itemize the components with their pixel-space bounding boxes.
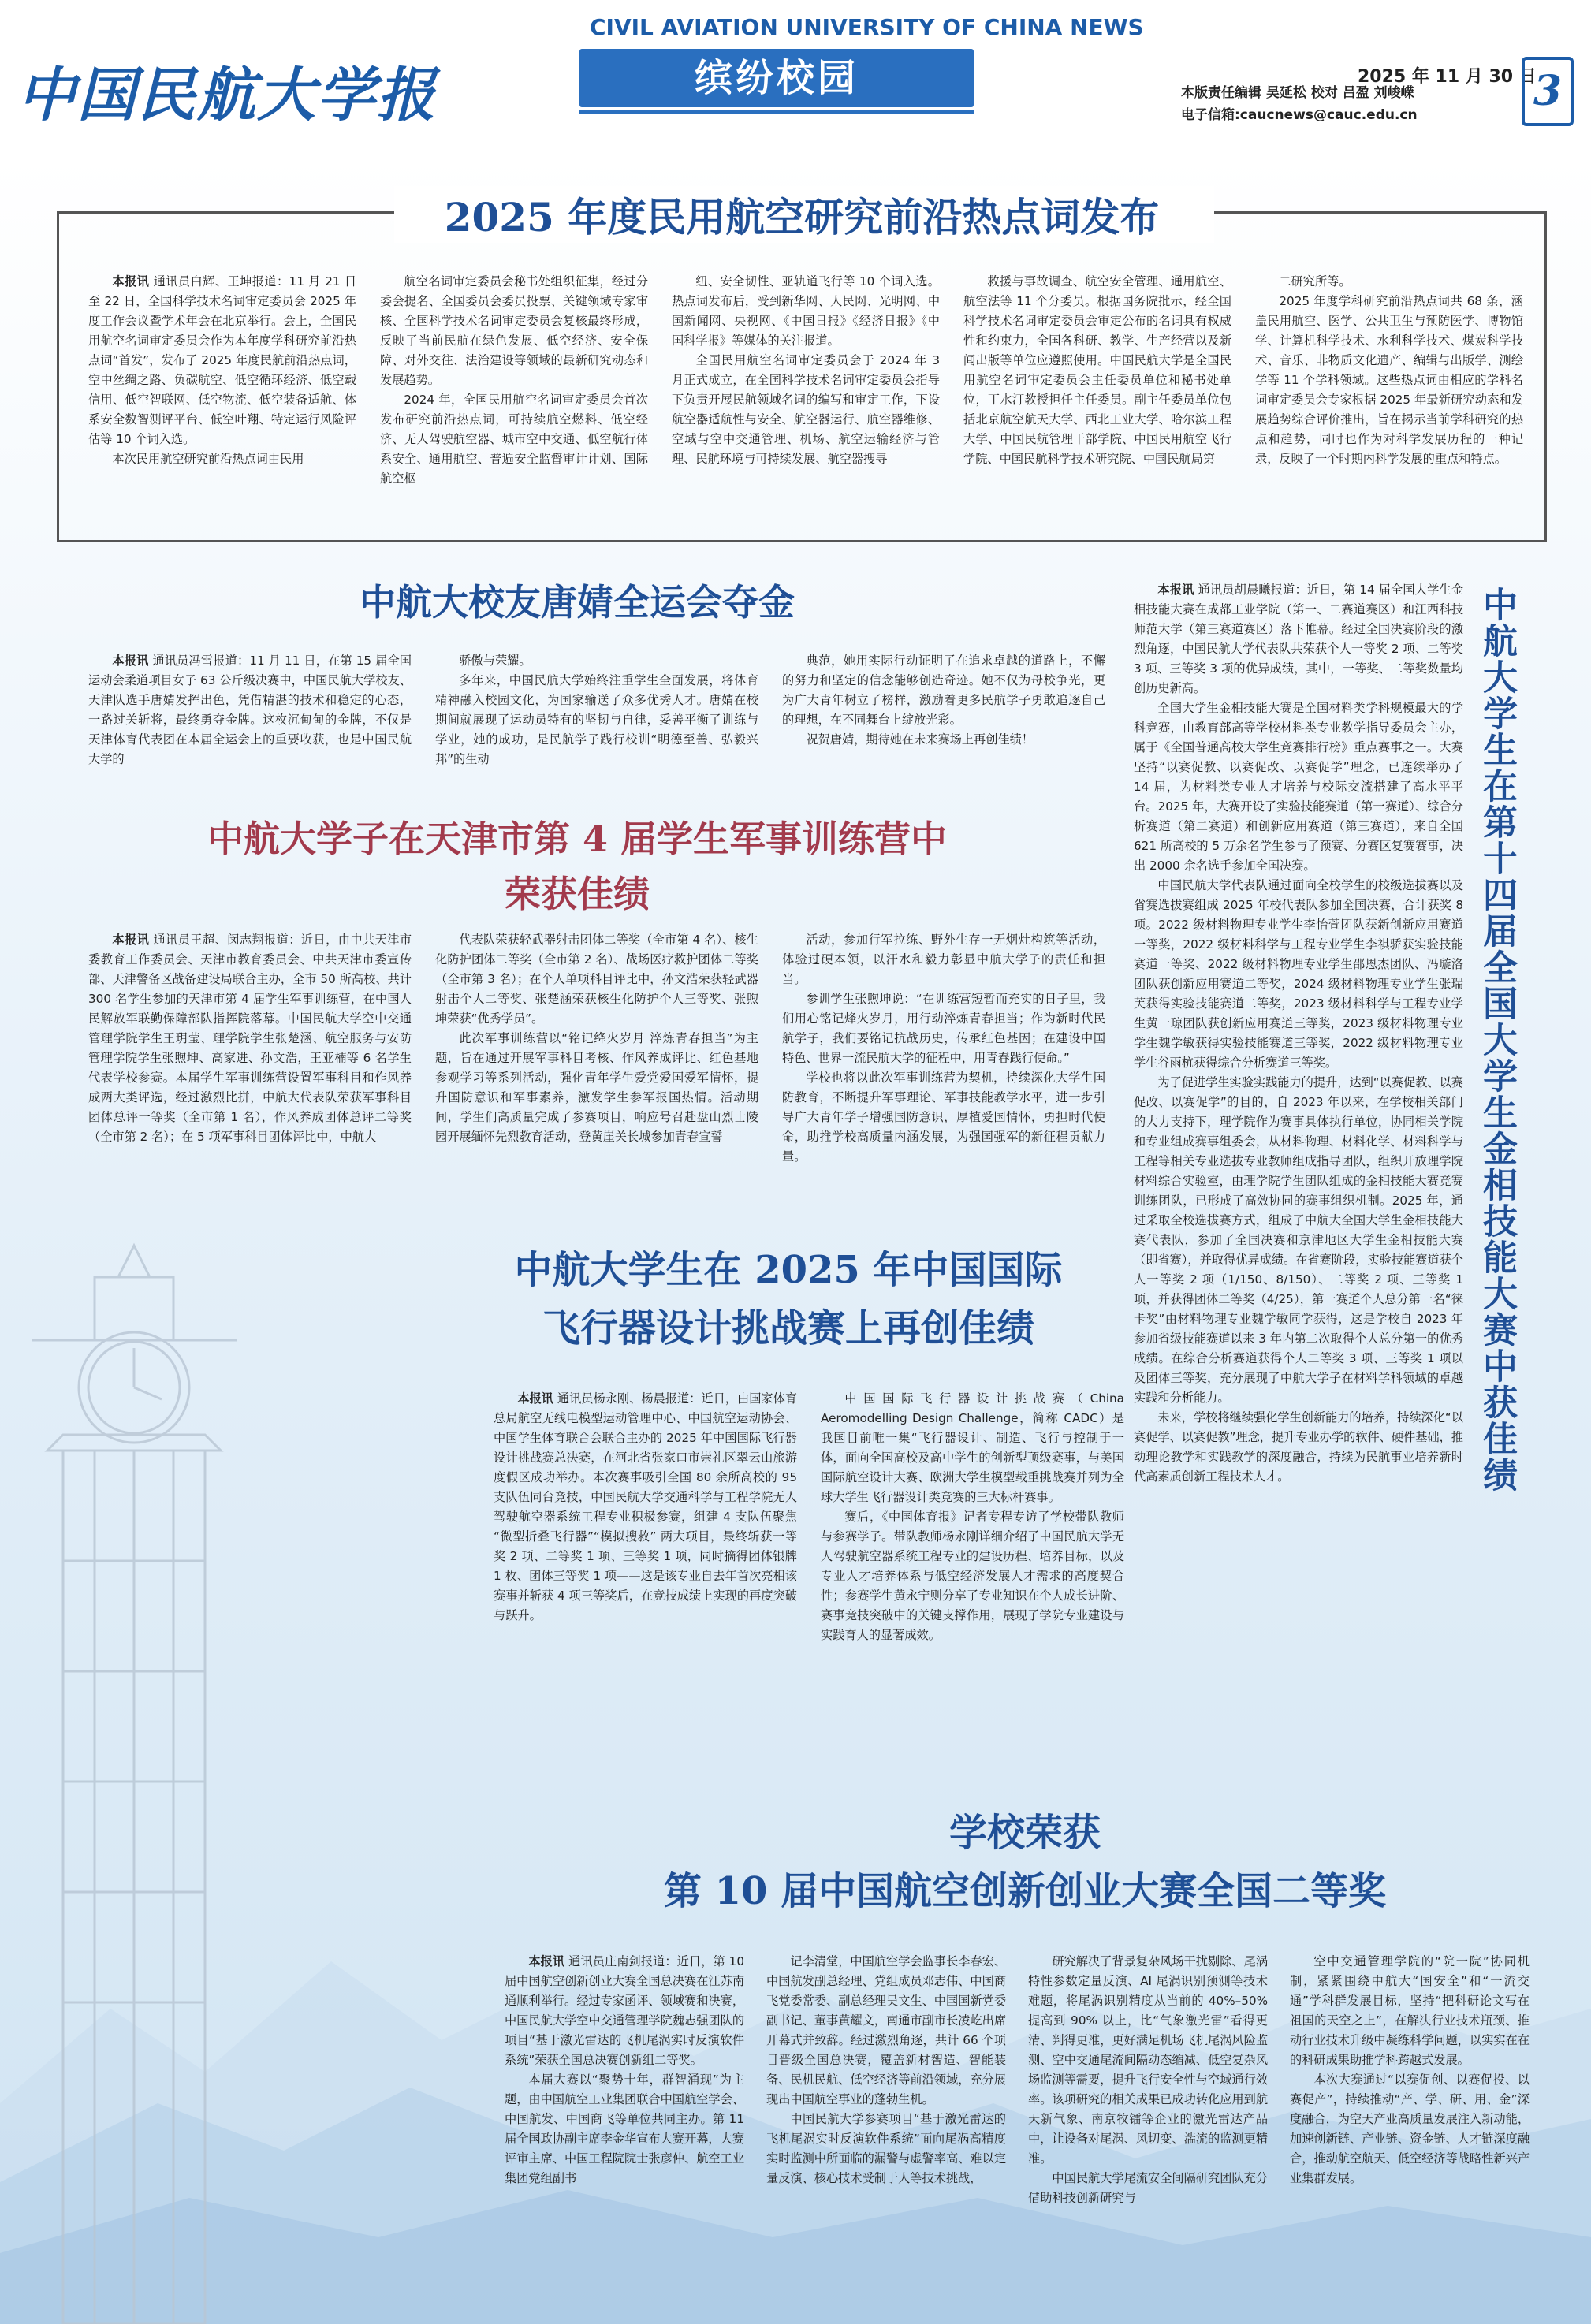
article-paragraph: 全国民用航空名词审定委员会于 2024 年 3 月正式成立，在全国科学技术名词审定委员会指导下负责开展民航领域名词的编写和审定工作，下设航空器适航性与安全、航空器运行、航空器维修、空域与空中交通管理、机场、航空运输经济与管理、民航环境与可持续发展、航空器搜寻: [672, 353, 940, 466]
article-paragraph: 活动，参加行军拉练、野外生存一无烟灶构筑等活动，体验过硬本领，以汗水和毅力彰显中航大学子的责任和担当。: [782, 933, 1105, 986]
article4-title-line2: 飞行器设计挑战赛上再创佳绩: [542, 1306, 1034, 1350]
page-number-box: [1522, 57, 1574, 126]
article-paragraph: 中国民航大学尾流安全间隔研究团队充分借助科技创新研究与: [1028, 2171, 1268, 2205]
article5-title-line2: 第 10 届中国航空创新创业大赛全国二等奖: [663, 1869, 1387, 1913]
article3-col1: [88, 930, 412, 1155]
article-paragraph: 本报讯 通讯员王超、闵志翔报道：近日，由中共天津市委教育工作委员会、天津市教育委员会、中共天津市委宣传部、天津警备区战备建设局联合主办，全市 50 所高校、共计 300 名学生参加的天津市第 4 届学生军事训练营，在中国人民解放军联勤保障部队指挥院落幕。中国民航大学空中交通管理学院学生王玥莹、理学院学生张楚涵、航空服务与安防管理学院学生张煦坤、高家进、孙文浩，王亚楠等 6 名学生代表学校参赛。本届学生军事训练营设置军事科目和作风养成两大类评选，经过激烈比拼，中航大代表队荣获军事科目团体总评一等奖（全市第 1 名），作风养成团体总评二等奖（全市第 2 名）；在 5 项军事科目团体评比中，中航大: [88, 933, 412, 1144]
article5-col3: [1028, 1952, 1268, 2267]
section-title: 缤纷校园: [694, 56, 859, 100]
article1-col1: [88, 272, 356, 528]
article1-col5: [1255, 272, 1523, 528]
article3-col3: [782, 930, 1105, 1164]
dateline: 本报讯: [112, 654, 149, 668]
article4-col1: [494, 1389, 797, 1696]
article3-title-line1: 中航大学子在天津市第 4 届学生军事训练营中: [207, 817, 948, 860]
article-paragraph: 骄傲与荣耀。: [459, 654, 531, 668]
article6-column: [1134, 580, 1463, 1723]
english-title: CIVIL AVIATION UNIVERSITY OF CHINA NEWS: [590, 14, 1144, 40]
dateline: 本报讯: [112, 933, 150, 947]
article3-columns: [88, 930, 1105, 1164]
dateline: 本报讯: [112, 274, 150, 289]
article-paragraph: 本报讯 通讯员白辉、王坤报道：11 月 21 日至 22 日，全国科学技术名词审定委员会 2025 年度工作会议暨学术年会在北京举行。会上，全国民用航空名词审定委员会作为本年度学科研究前沿热点词“首发”，发布了 2025 年度民航前沿热点词，空中丝绸之路、负碳航空、低空循环经济、低空载信用、低空智联网、低空物流、低空装备适航、体系安全数智测评平台、低空叶翔、特定运行风险评估等 10 个词入选。: [88, 274, 357, 446]
article1-title: 2025 年度民用航空研究前沿热点词发布: [444, 194, 1160, 240]
article5-title-line1: 学校荣获: [948, 1811, 1101, 1855]
article-paragraph: 代表队荣获轻武器射击团体二等奖（全市第 4 名）、核生化防护团体二等奖（全市第 2 名）、战场医疗救护团体二等奖（全市第 3 名）；在个人单项科目评比中，孙文浩荣获轻武器射击个人二等奖、张楚涵荣获核生化防护个人三等奖、张煦坤荣获“优秀学员”。: [435, 933, 758, 1026]
article4-title-line1: 中航大学生在 2025 年中国国际: [514, 1248, 1063, 1292]
article-paragraph: 本次民用航空研究前沿热点词由民用: [112, 452, 304, 466]
article-paragraph: 本报讯 通讯员冯雪报道：11 月 11 日，在第 15 届全国运动会柔道项目女子 63 公斤级决赛中，中国民航大学校友、天津队选手唐婧发挥出色，凭借精湛的技术和稳定的心态，一路过关斩将，最终勇夺金牌。这枚沉甸甸的金牌，不仅是天津体育代表团在本届全运会上的重要收获，也是中国民航大学的: [88, 654, 412, 766]
article-paragraph: 参训学生张煦坤说：“在训练营短暂而充实的日子里，我们用心铭记烽火岁月，用行动淬炼青春担当；作为新时代民航学子，我们要铭记抗战历史，传承红色基因；在建设中国特色、世界一流民航大学的征程中，用青春践行使命。”: [782, 992, 1105, 1065]
article-paragraph: 中国民航大学参赛项目“基于激光雷达的飞机尾涡实时反演软件系统”面向尾涡高精度实时监测中所面临的漏警与虚警率高、难以定量反演、核心技术受制于人等技术挑战，: [766, 2112, 1006, 2185]
article-paragraph: 中国民航大学代表队通过面向全校学生的校级选拔赛以及省赛选拔赛组成 2025 年校代表队参加全国决赛，合计获奖 8 项。2022 级材料物理专业学生李怡萱团队获新创新应用赛道一等奖，2022 级材料科学与工程专业学生李祺骄获实验技能赛道一等奖、2022 级材料物理专业学生邵恩杰团队、冯璇洛团队获创新应用赛道二等奖，2024 级材料物理专业学生张瑞芙获得实验技能赛道二等奖，2023 级材料科学与工程专业学生黄一琼团队获创新应用赛道三等奖，2023 级材料物理专业学生魏学敏获得实验技能赛道三等奖，2022 级材料物理专业学生谷雨杭获得综合分析赛道三等奖。: [1134, 878, 1463, 1070]
article-paragraph: 学校也将以此次军事训练营为契机，持续深化大学生国防教育，不断提升军事理论、军事技能教学水平，进一步引导广大青年学子增强国防意识，厚植爱国情怀，勇担时代使命，助推学校高质量内涵发展，为强国强军的新征程贡献力量。: [782, 1071, 1105, 1164]
article-paragraph: 二研究所等。: [1279, 274, 1351, 289]
article-paragraph: 全国大学生金相技能大赛是全国材料类学科规模最大的学科竞赛，由教育部高等学校材料类专业教学指导委员会主办，属于《全国普通高校大学生竞赛排行榜》重点赛事之一。大赛坚持“以赛促教、以赛促改、以赛促学”理念，已连续举办了 14 届，为材料类专业人才培养与校际交流搭建了高水平平台。2025 年，大赛开设了实验技能赛道（第一赛道）、综合分析赛道（第二赛道）和创新应用赛道（第三赛道），来自全国 621 所高校的 5 万余名学生参与了预赛、分赛区复赛赛事，决出 2000 余名选手参加全国决赛。: [1134, 701, 1463, 873]
article4-col2: [821, 1389, 1124, 1696]
article-paragraph: 研究解决了背景复杂风场干扰剔除、尾涡特性参数定量反演、AI 尾涡识别预测等技术难题，将尾涡识别精度从当前的 40%–50% 提高到 90% 以上，比“气象激光雷”看得更清、判得更准，更好满足机场飞机尾涡风险监测、空中交通尾流间隔动态缩减、低空复杂风场监测等需要，提升飞行安全性与空域通行效率。该项研究的相关成果已成功转化应用到航天新气象、南京牧镭等企业的激光雷达产品中，让设备对尾涡、风切变、湍流的监测更精准。: [1028, 1954, 1268, 2166]
article-paragraph: 本次大赛通过“以赛促创、以赛促投、以赛促产”，持续推动“产、学、研、用、金”深度融合，为空天产业高质量发展注入新动能，加速创新链、产业链、资金链、人才链深度融合，推动航空航天、低空经济等战略性新兴产业集群发展。: [1290, 2073, 1530, 2185]
article-paragraph: 记李清堂，中国航空学会监事长李春宏、中国航发副总经理、党组成员邓志伟、中国商飞党委常委、副总经理吴文生、中国国新党委副书记、董事黄耀文，南通市副市长凌屹出席开幕式并致辞。经过激烈角逐，共计 66 个项目晋级全国总决赛，覆盖新材智造、智能装备、民机民航、低空经济等前沿领域，充分展现出中国航空事业的蓬勃生机。: [766, 1954, 1006, 2106]
article1-columns: [88, 272, 1523, 528]
article1-col3: [672, 272, 940, 528]
dateline: 本报讯: [517, 1391, 554, 1406]
article6-vertical-title: 中航大学生在第十四届全国大学生金相技能大赛中获佳绩: [1477, 587, 1517, 1493]
article4-columns: [494, 1389, 1124, 1696]
article-paragraph: 救援与事故调查、航空安全管理、通用航空、航空法等 11 个分委员。根据国务院批示，经全国科学技术名词审定委员会审定公布的名词具有权威性和约束力，全国各科研、教学、生产经营以及新闻出版等单位应遵照使用。中国民航大学是全国民用航空名词审定委员会主任委员单位和秘书处单位，丁水汀教授担任主任委员。副主任委员单位包括北京航空航天大学、西北工业大学、哈尔滨工程大学、中国民航管理干部学院、中国民用航空飞行学院、中国民航科学技术研究院、中国民航局第: [963, 274, 1231, 466]
article3-title-line2: 荣获佳绩: [505, 873, 650, 915]
section-banner: [579, 49, 974, 107]
editor-line: 本版责任编辑 吴延松 校对 吕盈 刘峻嵘: [1181, 85, 1414, 101]
article5-col4: [1290, 1952, 1530, 2267]
article2-title: 中航大校友唐婧全运会夺金: [360, 581, 795, 624]
article2-col2: [435, 651, 758, 781]
section-underline: [579, 110, 974, 114]
article-paragraph: 赛后，《中国体育报》记者专程专访了学校带队教师与参赛学子。带队教师杨永刚详细介绍了中国民航大学无人驾驶航空器系统工程专业的建设历程、培养目标，以及专业人才培养体系与低空经济发展人才需求的高度契合性；参赛学生黄永宁则分享了专业知识在个人成长进阶、赛事竞技突破中的关键支撑作用，展现了学院专业建设与实践育人的显著成效。: [821, 1510, 1124, 1642]
article-paragraph: 本届大赛以“聚势十年，群智涌现”为主题，由中国航空工业集团联合中国航空学会、中国航发、中国商飞等单位共同主办。第 11 届全国政协副主席李金华宣布大赛开幕，大赛评审主席、中国工程院院士张彦仲、航空工业集团党组副书: [505, 2073, 744, 2185]
article-paragraph: 本报讯 通讯员胡晨曦报道：近日，第 14 届全国大学生金相技能大赛在成都工业学院（第一、二赛道赛区）和江西科技师范大学（第三赛道赛区）落下帷幕。经过全国决赛阶段的激烈角逐，中国民航大学代表队共荣获个人一等奖 2 项、二等奖 3 项、三等奖 3 项的优异成绩，其中，一等奖、二等奖数量均创历史新高。: [1134, 583, 1464, 695]
article-paragraph: 纽、安全韧性、亚轨道飞行等 10 个词入选。热点词发布后，受到新华网、人民网、光明网、中国新闻网、央视网、《中国日报》《经济日报》《中国科学报》等媒体的关注报道。: [672, 274, 940, 348]
page-number: 3: [1533, 67, 1563, 115]
article1-col4: [963, 272, 1231, 528]
article2-columns: [88, 651, 1105, 781]
article-paragraph: 祝贺唐婧，期待她在未来赛场上再创佳绩！: [806, 732, 1034, 747]
editor-info: [1181, 60, 1418, 126]
tower-illustration: [0, 1230, 300, 2324]
article-paragraph: 多年来，中国民航大学始终注重学生全面发展，将体育精神融入校园文化，为国家输送了众多优秀人才。唐婧在校期间就展现了运动员特有的坚韧与自律，妥善平衡了训练与学业，她的成功，是民航学子践行校训“明德至善、弘毅兴邦”的生动: [435, 673, 758, 766]
newspaper-logo: 中国民航大学报: [17, 61, 437, 129]
article3-col2: [435, 930, 758, 1155]
email-line: 电子信箱:caucnews@cauc.edu.cn: [1181, 107, 1418, 123]
article-paragraph: 此次军事训练营以“铭记绛火岁月 淬炼青春担当”为主题，旨在通过开展军事科目考核、作风养成评比、红色基地参观学习等系列活动，强化青年学生爱党爱国爱军情怀，提升国防意识和军事素养，激发学生参军报国热情。活动期间，学生们高质量完成了参赛项目，响应号召赴盘山烈士陵园开展缅怀先烈教育活动，登黄崖关长城参加青春宣誓: [435, 1031, 758, 1144]
article-paragraph: 航空名词审定委员会秘书处组织征集，经过分委会提名、全国委员会委员投票、关键领域专家审核、全国科学技术名词审定委员会复核最终形成，反映了当前民航在绿色发展、低空经济、安全保障、对外交往、法治建设等领域的最新研究动态和发展趋势。: [380, 274, 648, 387]
article2-col1: [88, 651, 412, 781]
article5-col1: [505, 1952, 744, 2267]
article-paragraph: 2024 年，全国民用航空名词审定委员会首次发布研究前沿热点词，可持续航空燃料、低空经济、无人驾驶航空器、城市空中交通、低空航行体系安全、通用航空、普遍安全监督审计计划、国际航空枢: [380, 393, 648, 486]
issue-date: 2025 年 11 月 30 日: [1358, 67, 1537, 87]
article-paragraph: 为了促进学生实验实践能力的提升，达到“以赛促教、以赛促改、以赛促学”的目的，自 2023 年以来，在学校相关部门的大力支持下，理学院作为赛事具体执行单位，协同相关学院和专业组成赛事组委会，从材料物理、材料化学、材料科学与工程等相关专业选拔专业教师组成指导团队，组织开放理学院材料综合实验室，由理学院学生团队组成的金相技能大赛竞赛训练团队，已形成了高效协同的赛事组织机制。2025 年，通过采取全校选拔赛方式，组成了中航大全国大学生金相技能大赛代表队，参加了全国决赛和京津地区大学生金相技能大赛（即省赛），并取得优异成绩。在省赛阶段，实验技能赛道获个人一等奖 2 项（1/150、8/150）、二等奖 2 项、三等奖 1 项，并获得团体二等奖（4/25），第一赛道个人总分第一名“徕卡奖”由材料物理专业魏学敏同学获得，这是学校自 2023 年参加省级技能赛道以来 3 年内第二次取得个人总分第一的优秀成绩。在综合分析赛道获得个人二等奖 3 项、三等奖 1 项以及团体三等奖，充分展现了中航大学子在材料学科领域的卓越实践和分析能力。: [1134, 1075, 1463, 1405]
article1-col2: [380, 272, 648, 528]
article-paragraph: 本报讯 通讯员杨永刚、杨晨报道：近日，由国家体育总局航空无线电模型运动管理中心、中国航空运动协会、中国学生体育联合会联合主办的 2025 年中国国际飞行器设计挑战赛总决赛，在河北省张家口市崇礼区翠云山旅游度假区成功举办。本次赛事吸引全国 80 余所高校的 95 支队伍同台竞技，中国民航大学交通科学与工程学院无人驾驶航空器系统工程专业积极参赛，组建 4 支队伍聚焦 “微型折叠飞行器”“模拟搜救” 两大项目，最终斩获一等奖 2 项、二等奖 1 项、三等奖 1 项，同时摘得团体银牌 1 枚、团体三等奖 1 项——这是该专业自去年首次亮相该赛事并斩获 4 项三等奖后，在竞技成绩上实现的再度突破与跃升。: [494, 1391, 798, 1622]
dateline: 本报讯: [1157, 583, 1194, 597]
article2-col3: [782, 651, 1105, 781]
article5-col2: [766, 1952, 1006, 2267]
article-paragraph: 本报讯 通讯员庄南剑报道：近日，第 10 届中国航空创新创业大赛全国总决赛在江苏南通顺利举行。经过专家函评、领域赛和决赛，中国民航大学空中交通管理学院魏志强团队的项目“基于激光雷达的飞机尾涡实时反演软件系统”荣获全国总决赛创新组二等奖。: [505, 1954, 745, 2067]
article-paragraph: 2025 年度学科研究前沿热点词共 68 条，涵盖民用航空、医学、公共卫生与预防医学、博物馆学、计算机科学技术、水利科学技术、煤炭科学技术、音乐、非物质文化遗产、编辑与出版学、测绘学等 11 个学科领域。这些热点词由相应的学科名词审定委员会专家根据 2025 年最新研究动态和发展趋势综合评价推出，旨在揭示当前学科研究的热点和趋势，同时也作为对科学发展历程的一种记录，反映了一个时期内科学发展的重点和特点。: [1255, 294, 1523, 466]
article-paragraph: 中国国际飞行器设计挑战赛（China Aeromodelling Design Challenge，简称 CADC）是我国目前唯一集“飞行器设计、制造、飞行与控制于一体，面向全国高校及高中学生的创新型顶级赛事，与美国国际航空设计大赛、欧洲大学生模型载重挑战赛并列为全球大学生飞行器设计类竞赛的三大标杆赛事。: [821, 1391, 1124, 1504]
dateline: 本报讯: [528, 1954, 565, 1968]
masthead: [0, 0, 1591, 158]
article6-body: [1134, 580, 1463, 1723]
article-paragraph: 典范，她用实际行动证明了在追求卓越的道路上，不懈的努力和坚定的信念能够创造奇迹。她不仅为母校争光，更为广大青年树立了榜样，激励着更多民航学子勇敢追逐自己的理想，在不同舞台上绽放光彩。: [782, 654, 1105, 727]
article-paragraph: 未来，学校将继续强化学生创新能力的培养，持续深化“以赛促学、以赛促教”理念，提升专业办学的软件、硬件基础，推动理论教学和实践教学的深度融合，持续为民航事业培养新时代高素质创新工程技术人才。: [1134, 1410, 1463, 1484]
article-paragraph: 空中交通管理学院的“院一院”协同机制，紧紧围绕中航大“国安全”和“一流交通”学科群发展目标，坚持“把科研论文写在祖国的天空之上”，在解决行业技术瓶颈、推动行业技术升级中凝练科学问题，以实实在在的科研成果助推学科跨越式发展。: [1290, 1954, 1530, 2067]
article5-columns: [505, 1952, 1530, 2267]
